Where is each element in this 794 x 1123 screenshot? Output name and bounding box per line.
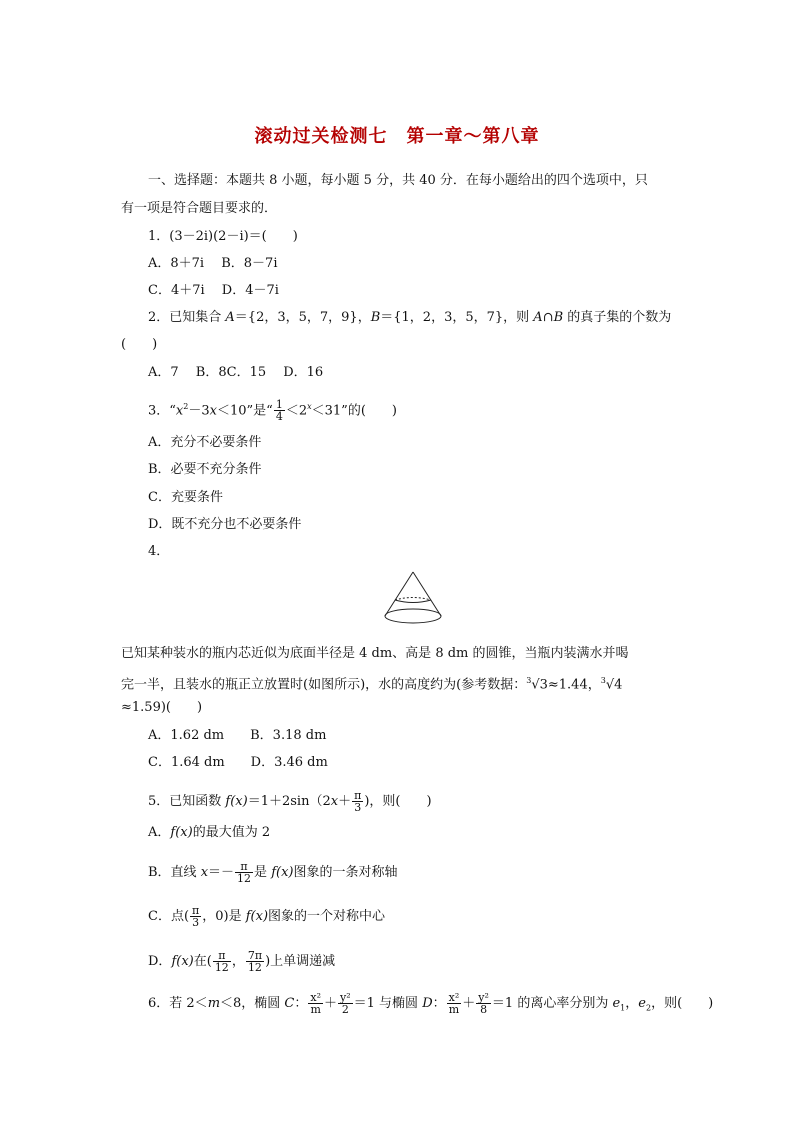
q5-option-b: B．直线 x＝－ $\frac{\pi}{12}$ 是 f(x)图象的一条对称轴 bbox=[148, 860, 398, 885]
q3-option-a: A．充分不必要条件 bbox=[148, 435, 262, 450]
q1-options-ab: A．8＋7i B．8－7i bbox=[148, 256, 278, 271]
q3-option-b: B．必要不充分条件 bbox=[148, 462, 262, 477]
q5-option-a: A．f(x)的最大值为 2 bbox=[148, 825, 271, 840]
q1-stem: 1．(3－2i)(2－i)＝( ) bbox=[148, 229, 298, 244]
q3-option-d: D．既不充分也不必要条件 bbox=[148, 517, 302, 532]
q3-option-c: C．充要条件 bbox=[148, 490, 223, 505]
q3-fraction: $\frac{1}{4}$ bbox=[275, 398, 283, 424]
q4-stem-2: 完一半，且装水的瓶正立放置时(如图所示)，水的高度约为(参考数据：$^3$√3≈1.44，$^3$√4 bbox=[121, 676, 623, 693]
q6-stem: 6．若 2＜m＜8，椭圆 C： $\frac{\text{x²}}{m}$ ＋ $\frac{\text{y²}}{2}$ ＝1 与椭圆 D： $\frac{\text{x²}}{m}$ ＋ $\frac{\text{y²}}{8}$ ＝1 的离心率分别为 $e_1$，$e_2$，则( ) bbox=[148, 991, 714, 1016]
q5-stem: 5．已知函数 f(x)＝1＋2sin（2x＋ $\frac{\pi}{3}$ )，则( ) bbox=[148, 789, 432, 814]
q4-stem-1: 已知某种装水的瓶内芯近似为底面半径是 4 dm、高是 8 dm 的圆锥，当瓶内装满水并喝 bbox=[121, 646, 629, 661]
section-intro-1: 一、选择题：本题共 8 小题，每小题 5 分，共 40 分．在每小题给出的四个选项中，只 bbox=[148, 173, 648, 188]
q4-options-ab: A．1.62 dm B．3.18 dm bbox=[148, 728, 327, 743]
q2-paren: ( ) bbox=[121, 337, 158, 352]
q4-options-cd: C．1.64 dm D．3.46 dm bbox=[148, 755, 328, 770]
q2-stem: 2．已知集合 A＝{2，3，5，7，9}，B＝{1，2，3，5，7}，则 A∩B 的真子集的个数为 bbox=[148, 310, 672, 325]
q4-number: 4． bbox=[148, 544, 170, 559]
q2-options: A．7 B．8C．15 D．16 bbox=[148, 365, 324, 380]
q1-options-cd: C．4＋7i D．4－7i bbox=[148, 283, 279, 298]
q5-option-c: C．点( $\frac{\pi}{3}$ ，0)是 f(x)图象的一个对称中心 bbox=[148, 904, 386, 929]
page-title: 滚动过关检测七 第一章～第八章 bbox=[254, 126, 540, 147]
q5-option-d: D．f(x)在( $\frac{\pi}{12}$ ， $\frac{7\pi}{12}$ )上单调递减 bbox=[148, 949, 336, 974]
q3-stem: 3．“$x^2-3x<10$”是“ $\frac{1}{4}$ $<2^x<31$”的( ) bbox=[148, 398, 397, 424]
q4-stem-3: ≈1.59)( ) bbox=[121, 700, 203, 715]
section-intro-2: 有一项是符合题目要求的． bbox=[121, 201, 278, 216]
cone-figure-icon bbox=[382, 570, 444, 626]
